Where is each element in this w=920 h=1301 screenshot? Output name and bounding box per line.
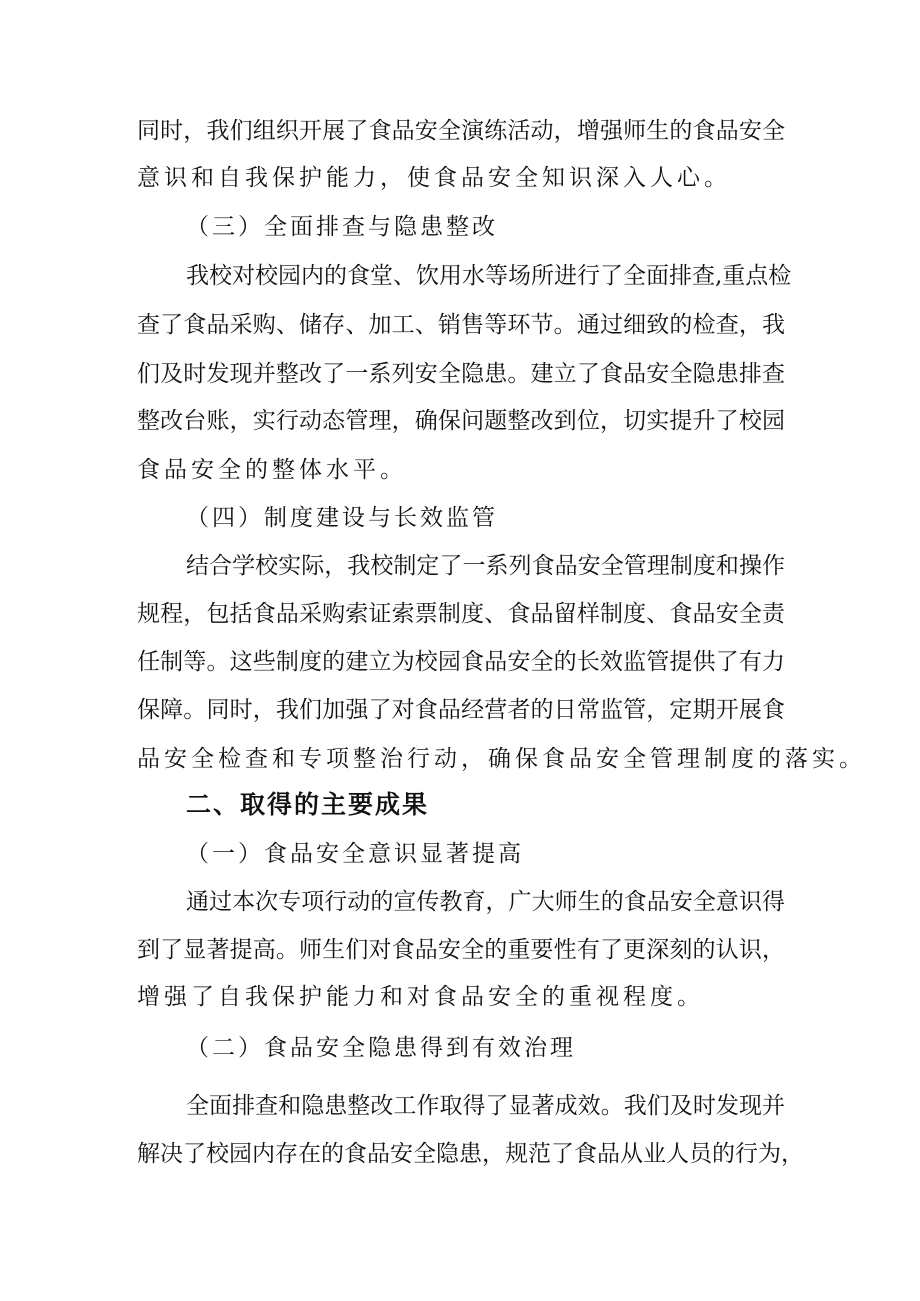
paragraph-line: 任制等。这些制度的建立为校园食品安全的长效监管提供了有力 [137,649,785,675]
paragraph-line: 查了食品采购、储存、加工、销售等环节。通过细致的检查，我 [137,312,785,338]
paragraph-line: 增强了自我保护能力和对食品安全的重视程度。 [137,984,704,1010]
paragraph-line: 品安全检查和专项整治行动，确保食品安全管理制度的落实。 [137,746,866,772]
subsection-heading: （三）全面排查与隐患整改 [186,214,498,240]
paragraph-line: 全面排查和隐患整改工作取得了显著成效。我们及时发现并 [186,1093,785,1119]
paragraph-line: 意识和自我保护能力，使食品安全知识深入人心。 [137,165,731,191]
paragraph-line: 同时，我们组织开展了食品安全演练活动，增强师生的食品安全 [137,118,785,144]
subsection-heading: （一）食品安全意识显著提高 [186,841,524,867]
paragraph-line: 结合学校实际，我校制定了一系列食品安全管理制度和操作 [186,553,785,579]
paragraph-line: 解决了校园内存在的食品安全隐患，规范了食品从业人员的行为， [137,1141,804,1167]
subsection-heading: （四）制度建设与长效监管 [186,505,498,531]
paragraph-line: 规程，包括食品采购索证索票制度、食品留样制度、食品安全责 [137,601,785,627]
paragraph-line: 到了显著提高。师生们对食品安全的重要性有了更深刻的认识， [137,937,785,963]
paragraph-line: 我校对校园内的食堂、饮用水等场所进行了全面排查,重点检 [186,263,792,289]
paragraph-line: 整改台账，实行动态管理，确保问题整改到位，切实提升了校园 [137,408,785,434]
section-heading: 二、取得的主要成果 [186,790,430,819]
paragraph-line: 保障。同时，我们加强了对食品经营者的日常监管，定期开展食 [137,697,785,723]
subsection-heading: （二）食品安全隐患得到有效治理 [186,1035,576,1061]
paragraph-line: 食品安全的整体水平。 [137,457,407,483]
paragraph-line: 们及时发现并整改了一系列安全隐患。建立了食品安全隐患排查 [137,361,785,387]
paragraph-line: 通过本次专项行动的宣传教育，广大师生的食品安全意识得 [186,889,785,915]
